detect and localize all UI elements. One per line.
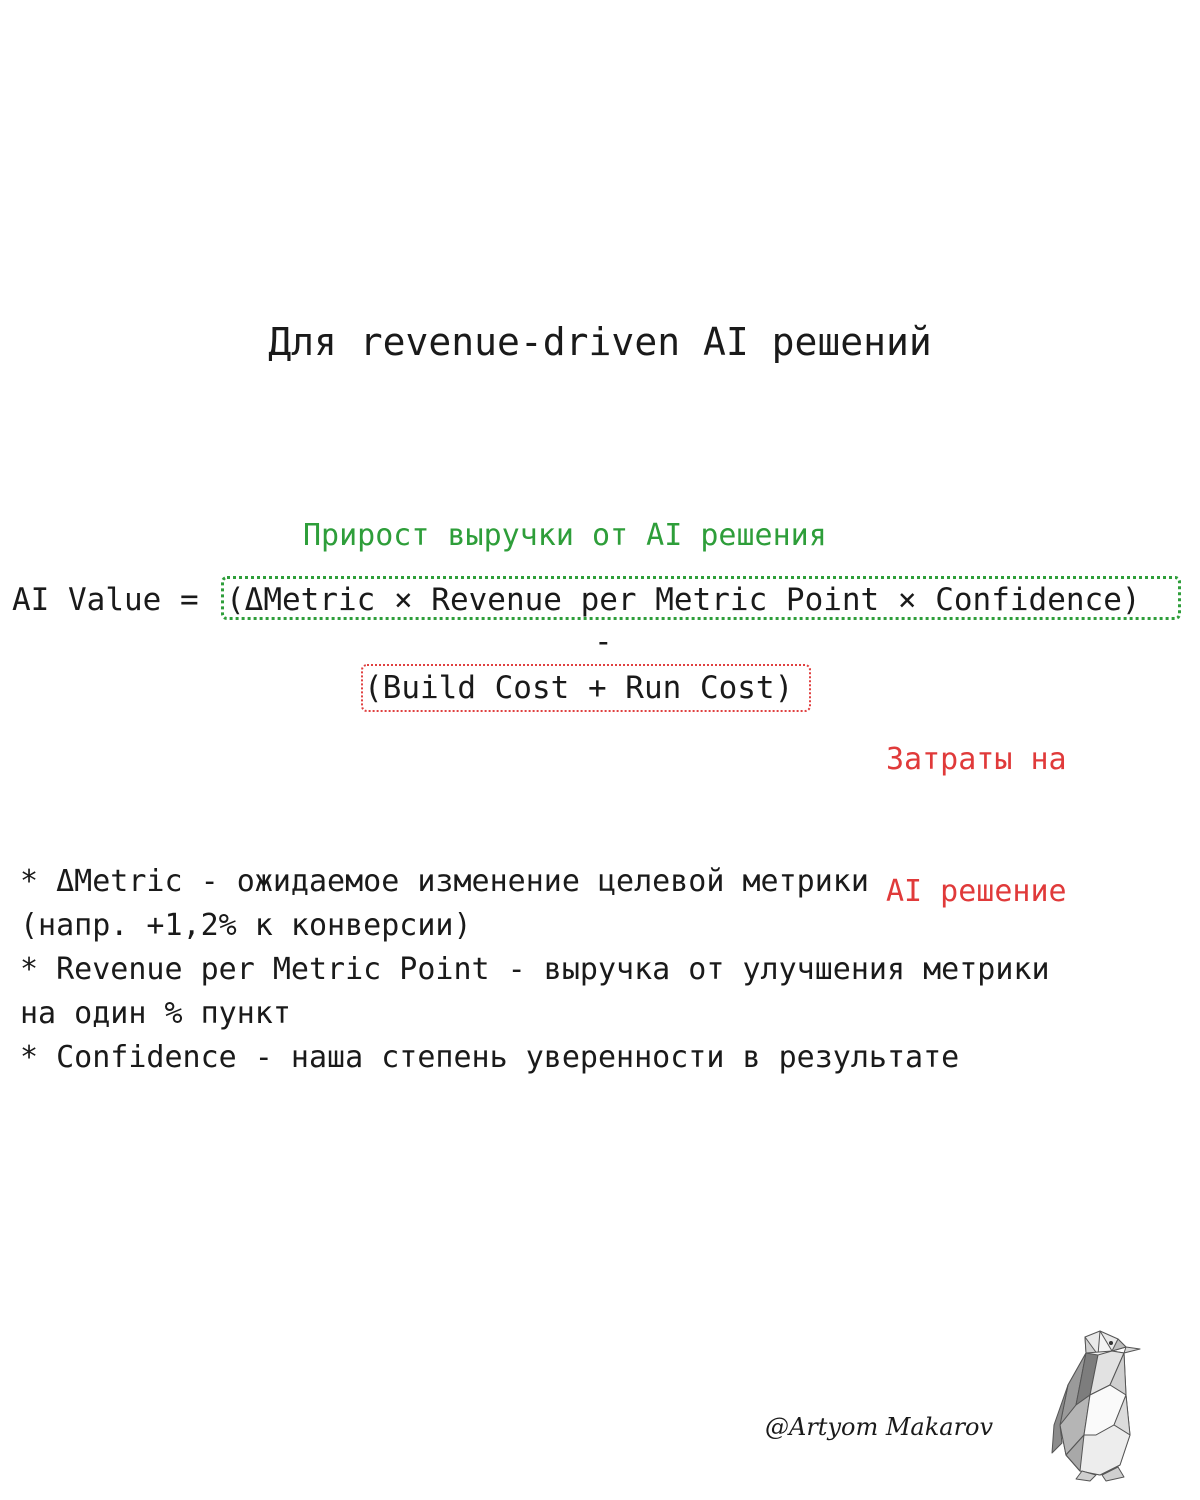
formula-lhs: AI Value = bbox=[12, 582, 218, 618]
note-line: * Confidence - наша степень уверенности в результате bbox=[20, 1040, 960, 1075]
revenue-gain-label: Прирост выручки от AI решения bbox=[303, 518, 827, 553]
cost-term: (Build Cost + Run Cost) bbox=[364, 670, 794, 706]
cost-label-line1: Затраты на bbox=[886, 742, 1067, 777]
origami-penguin-icon bbox=[1040, 1325, 1150, 1485]
minus-sign: - bbox=[594, 624, 613, 660]
author-signature: @Artyom Makarov bbox=[765, 1413, 994, 1441]
note-line: * Revenue per Metric Point - выручка от улучшения метрики bbox=[20, 952, 1050, 987]
cost-label-line2: AI решение bbox=[886, 874, 1067, 909]
note-line: (напр. +1,2% к конверсии) bbox=[20, 908, 472, 943]
page-title: Для revenue-driven AI решений bbox=[268, 320, 932, 364]
notes-list bbox=[20, 860, 1050, 1080]
revenue-term: (ΔMetric × Revenue per Metric Point × Confidence) bbox=[226, 582, 1141, 618]
note-line: * ΔMetric - ожидаемое изменение целевой метрики bbox=[20, 864, 869, 899]
note-line: на один % пункт bbox=[20, 996, 291, 1031]
